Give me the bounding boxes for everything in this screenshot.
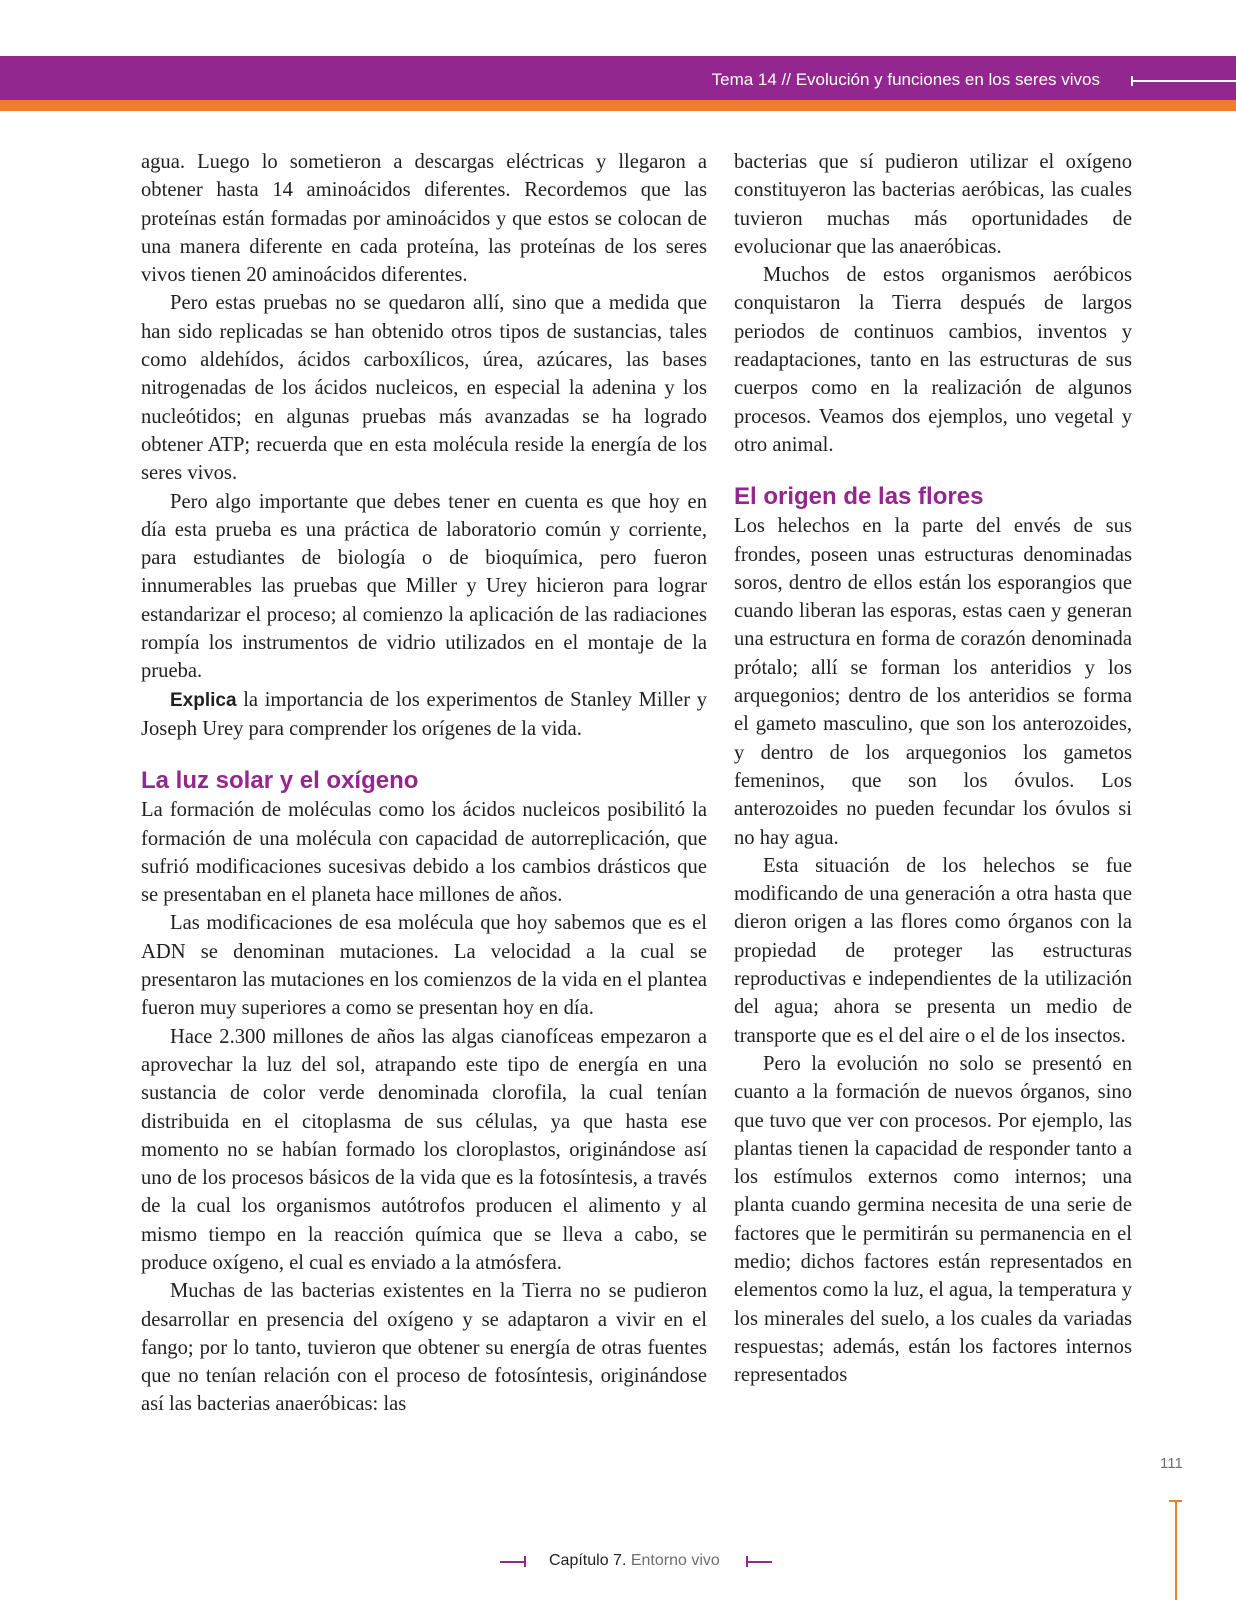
- left-column: [141, 148, 707, 1419]
- paragraph: Pero la evolución no solo se presentó en cuanto a la formación de nuevos órganos, sino que tuvo que ver con procesos. Por ejemplo, las plantas tienen la capacidad de responder tanto a los estímulos externos como internos; una planta cuando germina necesita de una serie de factores que le permitirán su permanencia en el medio; dichos factores están representados en elementos como la luz, el agua, la temperatura y los minerales del suelo, a los cuales da variadas respuestas; además, están los factores internos representados: [734, 1052, 1132, 1387]
- header-title: Tema 14 // Evolución y funciones en los seres vivos: [711, 70, 1100, 89]
- paragraph: Las modificaciones de esa molécula que hoy sabemos que es el ADN se denominan mutaciones. La velocidad a la cual se presentaron las mutaciones en los comienzos de la vida en el plantea fueron muy superiores a como se presentan hoy en día.: [141, 912, 707, 1020]
- paragraph: Los helechos en la parte del envés de sus frondes, poseen unas estructuras denominadas soros, dentro de ellos están los esporangios que cuando liberan las esporas, estas caen y generan una estructura en forma de corazón denominada prótalo; allí se forman los anteridios y los arquegonios; dentro de los anteridios se forma el gameto masculino, que son los anterozoides, y dentro de los arquegonios los gametos femeninos, que son los óvulos. Los anterozoides no pueden fecundar los óvulos si no hay agua.: [734, 515, 1132, 849]
- footer-chapter-number: Capítulo 7.: [549, 1552, 627, 1569]
- paragraph: Esta situación de los helechos se fue modificando de una generación a otra hasta que dieron origen a las flores como órganos con la propiedad de proteger las estructuras reproductivas e independientes de la utilización del agua; ahora se presenta un medio de transporte que es el del aire o el de los insectos.: [734, 854, 1132, 1047]
- header-rule-tick: [1131, 76, 1133, 86]
- paragraph: Muchos de estos organismos aeróbicos conquistaron la Tierra después de largos periodos de continuos cambios, inventos y readaptaciones, tanto en las estructuras de sus cuerpos como en la realización de algunos procesos. Veamos dos ejemplos, uno vegetal y otro animal.: [734, 264, 1132, 456]
- footer-chapter: [549, 1552, 720, 1570]
- paragraph: Hace 2.300 millones de años las algas cianofíceas empezaron a aprovechar la luz del sol, atrapando este tipo de energía en una sustancia de color verde denominada clorofila, la cual tenían distribuida en el citoplasma de sus células, ya que hasta ese momento no se habían formado los cloroplastos, originándose así uno de los procesos básicos de la vida que es la fotosíntesis, a través de la cual los organismos autótrofos producen el alimento y al mismo tiempo en la reacción química que se lleva a cabo, se produce oxígeno, el cual es enviado a la atmósfera.: [141, 1025, 707, 1274]
- activity-keyword: Explica: [170, 689, 237, 711]
- page-number: 111: [1160, 1455, 1183, 1472]
- side-rule: [1175, 1501, 1177, 1600]
- activity-text: la importancia de los experimentos de Stanley Miller y Joseph Urey para comprender los orígenes de la vida.: [141, 688, 707, 740]
- paragraph: agua. Luego lo sometieron a descargas eléctricas y llegaron a obtener hasta 14 aminoácidos diferentes. Recordemos que las proteínas están formadas por aminoácidos y que estos se colocan de una manera diferente en cada proteína, las proteínas de los seres vivos tienen 20 aminoácidos diferentes.: [141, 151, 707, 287]
- paragraph: Pero algo importante que debes tener en cuenta es que hoy en día esta prueba es una práctica de laboratorio común y corriente, para estudiantes de biología o de bioquímica, pero fueron innumerables las pruebas que Miller y Urey hicieron para lograr estandarizar el proceso; al comienzo la aplicación de las radiaciones rompía los instrumentos de vidrio utilizados en el montaje de la prueba.: [141, 490, 707, 683]
- footer-rule-right: [746, 1561, 772, 1563]
- header-accent-stripe: [0, 100, 1236, 111]
- paragraph: Pero estas pruebas no se quedaron allí, sino que a medida que han sido replicadas se han obtenido otros tipos de sustancias, tales como aldehídos, ácidos carboxílicos, úrea, azúcares, las bases nitrogenadas de los ácidos nucleicos, en especial la adenina y los nucleótidos; en algunas pruebas más avanzadas se ha logrado obtener ATP; recuerda que en esta molécula reside la energía de los seres vivos.: [141, 292, 707, 485]
- activity-paragraph: [141, 686, 707, 744]
- footer-rule-left: [500, 1561, 526, 1563]
- footer-rule-left-tick: [524, 1556, 526, 1567]
- header-rule: [1131, 80, 1236, 82]
- section-heading: El origen de las flores: [734, 483, 984, 511]
- paragraph: bacterias que sí pudieron utilizar el oxígeno constituyeron las bacterias aeróbicas, las cuales tuvieron muchas más oportunidades de evolucionar que las anaeróbicas.: [734, 151, 1132, 258]
- paragraph: Muchas de las bacterias existentes en la Tierra no se pudieron desarrollar en presencia del oxígeno y se adaptaron a vivir en el fango; por lo tanto, tuvieron que obtener su energía de otras fuentes que no tenían relación con el proceso de fotosíntesis, originándose así las bacterias anaeróbicas: las: [141, 1280, 707, 1416]
- paragraph: La formación de moléculas como los ácidos nucleicos posibilitó la formación de una molécula con capacidad de autorreplicación, que sufrió modificaciones sucesivas debido a los cambios drásticos que se presentaban en el planeta hace millones de años.: [141, 799, 707, 907]
- footer-chapter-title: Entorno vivo: [626, 1552, 720, 1569]
- right-column: [734, 148, 1132, 1389]
- section-heading: La luz solar y el oxígeno: [141, 767, 419, 795]
